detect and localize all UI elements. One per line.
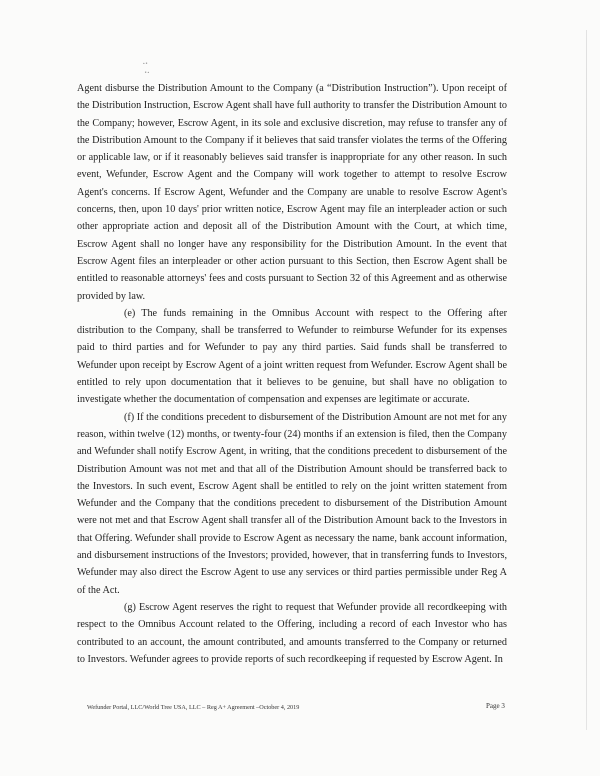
paragraph-distribution-instruction: Agent disburse the Distribution Amount to the Company (a “Distribution Instruction”). Upon receipt of the Distribution Instruction, Escrow Agent shall have full authority to transfer the Distribution Amount to the Company; however, Escrow Agent, in its sole and exclusive discretion, may refuse to transfer any of the Distribution Amount to the Company if it believes that said transfer violates the terms of the Offering or applicable law, or if it reasonably believes said transfer is inappropriate for any other reason. In such event, Wefunder, Escrow Agent and the Company will work together to attempt to resolve Escrow Agent's concerns. If Escrow Agent, Wefunder and the Company are unable to resolve Escrow Agent's concerns, then, upon 10 days' prior written notice, Escrow Agent may file an interpleader action or such other appropriate action and deposit all of the Distribution Amount with the Court, at which time, Escrow Agent shall no longer have any responsibility for the Distribution Amount. In the event that Escrow Agent files an interpleader or other action pursuant to this Section, then Escrow Agent shall be entitled to reasonable attorneys' fees and costs pursuant to Section 32 of this Agreement and as otherwise provided by law. (77, 83, 507, 302)
document-body (77, 80, 507, 668)
paragraph-g: (g) Escrow Agent reserves the right to request that Wefunder provide all recordkeeping with respect to the Omnibus Account related to the Offering, including a record of each Investor who has contributed to an account, the amount contributed, and amounts transferred to the Company or returned to Investors. Wefunder agrees to provide reports of such recordkeeping if requested by Escrow Agent. In (77, 601, 507, 665)
scan-edge-line (586, 30, 587, 730)
page-number: Page 3 (486, 702, 505, 710)
scan-artifact-mark: ·⋅ ⋅· (142, 58, 150, 79)
paragraph-f: (f) If the conditions precedent to disbursement of the Distribution Amount are not met for any reason, within twelve (12) months, or twenty-four (24) months if an extension is filed, then the Company and Wefunder shall notify Escrow Agent, in writing, that the conditions precedent to disbursement of the Distribution Amount was not met and that all of the Distribution Amount should be transferred back to the Investors. In such event, Escrow Agent shall be entitled to rely on the joint written statement from Wefunder and the Company that the conditions precedent to disbursement of the Distribution Amount were not met and that Escrow Agent shall transfer all of the Distribution Amount back to the Investors in that Offering. Wefunder shall provide to Escrow Agent as necessary the name, bank account information, and disbursement instructions of the Investors; provided, however, that in transferring funds to Investors, Wefunder may also direct the Escrow Agent to use any services or third parties permissible under Reg A of the Act. (77, 411, 507, 596)
paragraph-e: (e) The funds remaining in the Omnibus Account with respect to the Offering after distribution to the Company, shall be transferred to Wefunder to reimburse Wefunder for its expenses paid to third parties and for Wefunder to pay any third parties. Said funds shall be transferred to Wefunder upon receipt by Escrow Agent of a joint written request from Wefunder. Escrow Agent shall be entitled to rely upon documentation that it believes to be genuine, but shall have no obligation to investigate whether the documentation of compensation and expenses are legitimate or accurate. (77, 307, 507, 406)
footer-document-title: Wefunder Portal, LLC/World Tree USA, LLC – Reg A+ Agreement –October 4, 2019 (87, 704, 300, 711)
